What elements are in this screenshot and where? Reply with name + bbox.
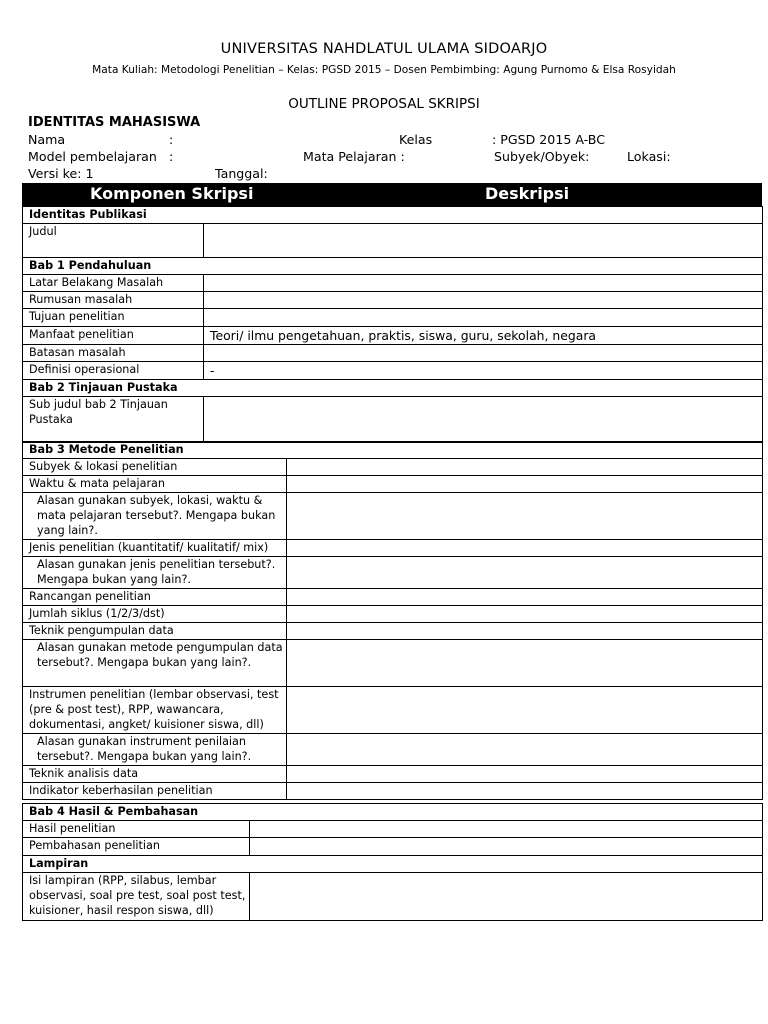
cell-alasan-jenis-desc[interactable] — [287, 557, 763, 589]
row-batasan-masalah: Batasan masalah — [23, 345, 204, 362]
row-latar-belakang: Latar Belakang Masalah — [23, 275, 204, 292]
cell-pembahasan-desc[interactable] — [250, 838, 763, 856]
university-title: UNIVERSITAS NAHDLATUL ULAMA SIDOARJO — [220, 41, 548, 57]
cell-indikator-desc[interactable] — [287, 783, 763, 800]
cell-rumusan-desc[interactable] — [204, 292, 763, 309]
header-deskripsi: Deskripsi — [485, 184, 570, 203]
row-alasan-instrumen: Alasan gunakan instrument penilaian tersebut?. Mengapa bukan yang lain?. — [23, 734, 287, 766]
row-alasan-subyek: Alasan gunakan subyek, lokasi, waktu & mata pelajaran tersebut?. Mengapa bukan yang lain?. — [23, 493, 287, 540]
cell-instrumen-desc[interactable] — [287, 687, 763, 734]
nama-colon: : — [169, 132, 174, 147]
identity-heading: IDENTITAS MAHASISWA — [28, 115, 201, 130]
cell-rancangan-desc[interactable] — [287, 589, 763, 606]
row-manfaat-penelitian: Manfaat penelitian — [23, 327, 204, 345]
row-indikator-keberhasilan: Indikator keberhasilan penelitian — [23, 783, 287, 800]
cell-subyek-lokasi-desc[interactable] — [287, 459, 763, 476]
cell-definisi-desc[interactable]: - — [204, 362, 763, 380]
row-subyek-lokasi: Subyek & lokasi penelitian — [23, 459, 287, 476]
cell-jumlah-siklus-desc[interactable] — [287, 606, 763, 623]
row-alasan-metode: Alasan gunakan metode pengumpulan data tersebut?. Mengapa bukan yang lain?. — [23, 640, 287, 687]
header-komponen: Komponen Skripsi — [90, 184, 254, 203]
row-teknik-pengumpulan: Teknik pengumpulan data — [23, 623, 287, 640]
cell-alasan-metode-desc[interactable] — [287, 640, 763, 687]
row-sub-judul-bab2: Sub judul bab 2 Tinjauan Pustaka — [23, 397, 204, 443]
section-bab4: Bab 4 Hasil & Pembahasan — [23, 804, 763, 821]
section-identitas-publikasi: Identitas Publikasi — [23, 207, 763, 224]
cell-subjudul-desc[interactable] — [204, 397, 763, 443]
row-judul: Judul — [23, 224, 204, 258]
section-lampiran: Lampiran — [23, 856, 763, 873]
row-jenis-penelitian: Jenis penelitian (kuantitatif/ kualitatif/ mix) — [23, 540, 287, 557]
tanggal-label: Tanggal: — [215, 166, 268, 181]
mata-pelajaran-label: Mata Pelajaran : — [303, 149, 405, 164]
row-waktu-mapel: Waktu & mata pelajaran — [23, 476, 287, 493]
table-header-bar — [22, 183, 762, 206]
row-rancangan-penelitian: Rancangan penelitian — [23, 589, 287, 606]
row-pembahasan-penelitian: Pembahasan penelitian — [23, 838, 250, 856]
cell-batasan-desc[interactable] — [204, 345, 763, 362]
cell-isi-lampiran-desc[interactable] — [250, 873, 763, 921]
section-bab3: Bab 3 Metode Penelitian — [23, 442, 763, 459]
row-tujuan-penelitian: Tujuan penelitian — [23, 309, 204, 327]
section-bab2: Bab 2 Tinjauan Pustaka — [23, 380, 763, 397]
cell-teknik-analisis-desc[interactable] — [287, 766, 763, 783]
cell-waktu-desc[interactable] — [287, 476, 763, 493]
nama-label: Nama — [28, 132, 66, 147]
cell-latar-desc[interactable] — [204, 275, 763, 292]
subyek-obyek-label: Subyek/Obyek: — [494, 149, 590, 164]
cell-manfaat-desc[interactable]: Teori/ ilmu pengetahuan, praktis, siswa, guru, sekolah, negara — [204, 327, 763, 345]
course-info-line: Mata Kuliah: Metodologi Penelitian – Kelas: PGSD 2015 – Dosen Pembimbing: Agung Purnomo & Elsa Rosyidah — [92, 64, 676, 76]
model-colon: : — [169, 149, 174, 164]
cell-teknik-pengumpulan-desc[interactable] — [287, 623, 763, 640]
versi-label: Versi ke: 1 — [28, 166, 94, 181]
row-definisi-operasional: Definisi operasional — [23, 362, 204, 380]
model-pembelajaran-label: Model pembelajaran — [28, 149, 157, 164]
section-bab1: Bab 1 Pendahuluan — [23, 258, 763, 275]
cell-jenis-desc[interactable] — [287, 540, 763, 557]
row-teknik-analisis: Teknik analisis data — [23, 766, 287, 783]
row-instrumen-penelitian: Instrumen penelitian (lembar observasi, test (pre & post test), RPP, wawancara, dokumentasi, angket/ kuisioner siswa, dll) — [23, 687, 287, 734]
cell-hasil-desc[interactable] — [250, 821, 763, 838]
row-jumlah-siklus: Jumlah siklus (1/2/3/dst) — [23, 606, 287, 623]
outline-table-part1 — [22, 206, 763, 443]
kelas-label: Kelas — [399, 132, 433, 147]
cell-alasan-instrumen-desc[interactable] — [287, 734, 763, 766]
lokasi-label: Lokasi: — [627, 149, 671, 164]
kelas-value: : PGSD 2015 A-BC — [492, 132, 605, 147]
row-alasan-jenis: Alasan gunakan jenis penelitian tersebut?. Mengapa bukan yang lain?. — [23, 557, 287, 589]
cell-judul-desc[interactable] — [204, 224, 763, 258]
outline-table-part2 — [22, 441, 763, 800]
outline-table-part3 — [22, 803, 763, 921]
cell-tujuan-desc[interactable] — [204, 309, 763, 327]
cell-alasan-subyek-desc[interactable] — [287, 493, 763, 540]
document-title: OUTLINE PROPOSAL SKRIPSI — [288, 96, 480, 112]
row-rumusan-masalah: Rumusan masalah — [23, 292, 204, 309]
row-isi-lampiran: Isi lampiran (RPP, silabus, lembar observasi, soal pre test, soal post test, kuisioner, hasil respon siswa, dll) — [23, 873, 250, 921]
row-hasil-penelitian: Hasil penelitian — [23, 821, 250, 838]
